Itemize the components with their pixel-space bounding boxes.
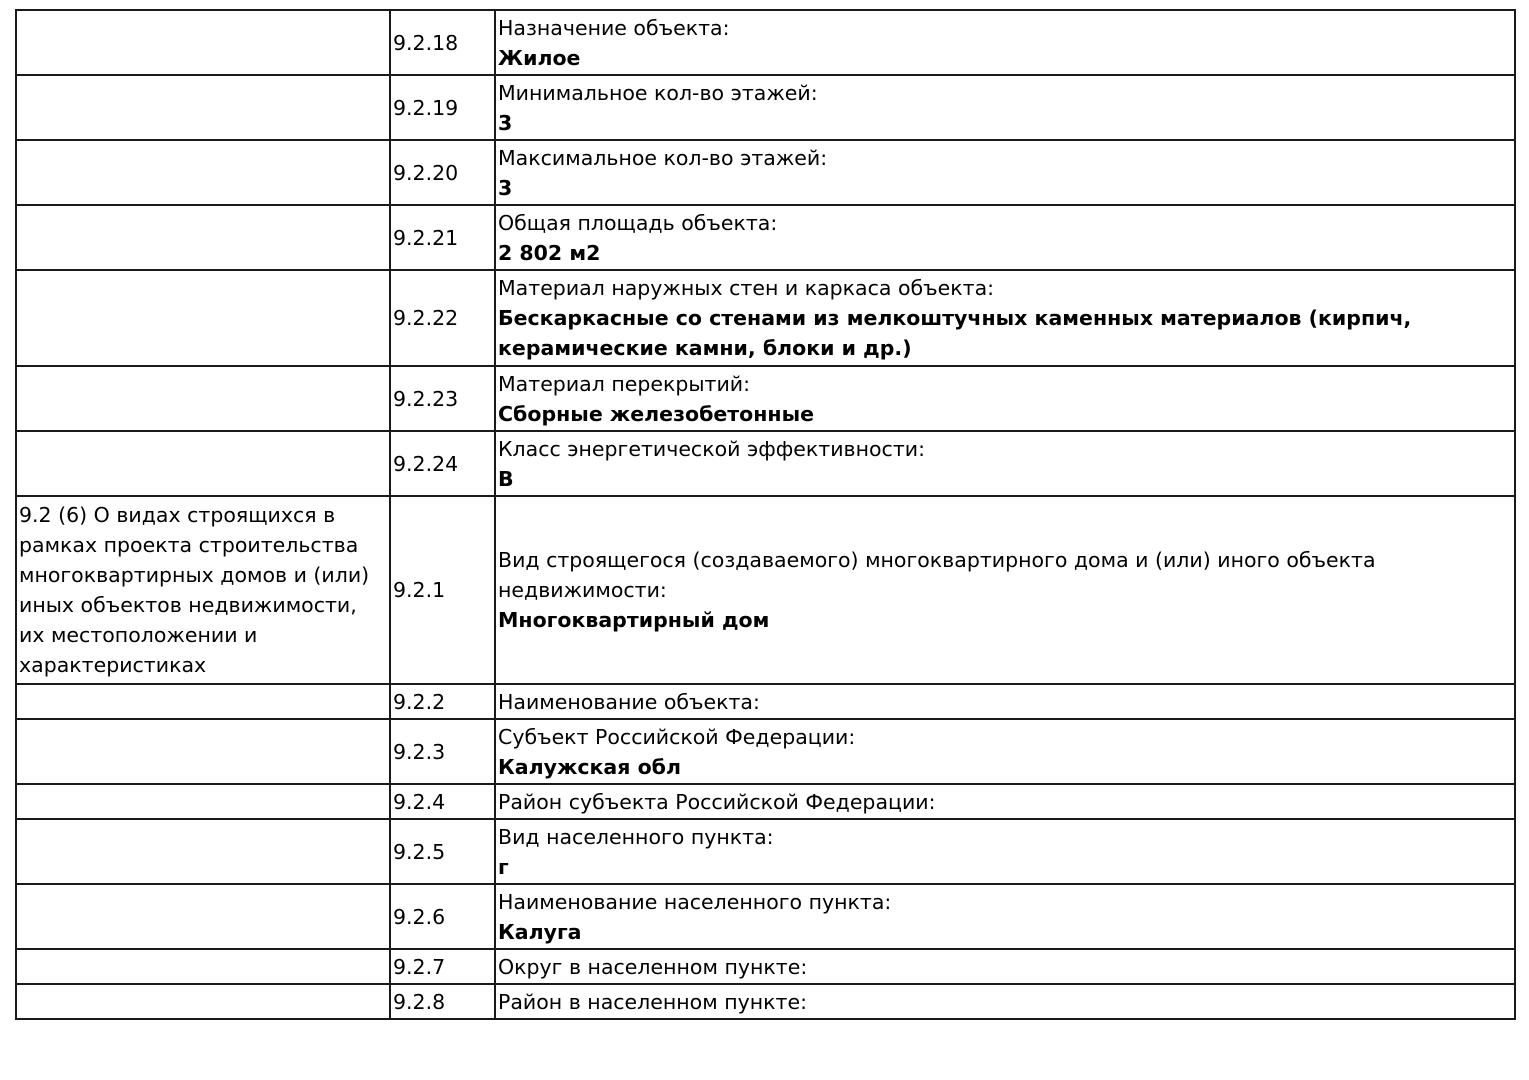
table-row bbox=[16, 496, 1515, 684]
table-row bbox=[16, 949, 1515, 984]
table-row bbox=[16, 366, 1515, 431]
code-cell bbox=[390, 10, 495, 75]
item-code: 9.2.18 bbox=[393, 30, 459, 55]
field-label: Район в населенном пункте: bbox=[498, 989, 807, 1014]
field-label: Вид строящегося (создаваемого) многоквартирного дома и (или) иного объекта недвижимости: bbox=[498, 548, 1376, 602]
field-label: Материал наружных стен и каркаса объекта: bbox=[498, 276, 995, 300]
item-code: 9.2.22 bbox=[393, 306, 459, 330]
field-label: Минимальное кол-во этажей: bbox=[498, 80, 818, 105]
item-code: 9.2.1 bbox=[393, 578, 446, 602]
field-value: 2 802 м2 bbox=[498, 240, 601, 265]
field-cell bbox=[495, 719, 1515, 784]
table-row bbox=[16, 884, 1515, 949]
field-cell bbox=[495, 819, 1515, 884]
field-value: В bbox=[498, 466, 514, 491]
code-cell bbox=[390, 75, 495, 140]
code-cell bbox=[390, 949, 495, 984]
field-label: Максимальное кол-во этажей: bbox=[498, 145, 828, 170]
code-cell bbox=[390, 984, 495, 1019]
section-cell bbox=[16, 684, 390, 719]
field-value: Калужская обл bbox=[498, 754, 681, 779]
field-cell bbox=[495, 270, 1515, 366]
project-declaration-table bbox=[15, 9, 1516, 1020]
field-cell bbox=[495, 366, 1515, 431]
field-label: Общая площадь объекта: bbox=[498, 210, 778, 235]
code-cell bbox=[390, 270, 495, 366]
item-code: 9.2.4 bbox=[393, 789, 446, 814]
section-cell bbox=[16, 719, 390, 784]
table-row bbox=[16, 784, 1515, 819]
section-cell bbox=[16, 75, 390, 140]
item-code: 9.2.24 bbox=[393, 451, 459, 476]
table-row bbox=[16, 984, 1515, 1019]
field-value: Многоквартирный дом bbox=[498, 608, 770, 632]
field-cell bbox=[495, 984, 1515, 1019]
item-code: 9.2.23 bbox=[393, 386, 459, 411]
field-value: 3 bbox=[498, 110, 513, 135]
table-row bbox=[16, 719, 1515, 784]
item-code: 9.2.3 bbox=[393, 739, 446, 764]
item-code: 9.2.2 bbox=[393, 689, 446, 714]
section-cell bbox=[16, 949, 390, 984]
field-cell bbox=[495, 884, 1515, 949]
section-title: 9.2 (6) О видах строящихся в рамках проекта строительства многоквартирных домов и (или) иных объектов недвижимости, их местоположении и характеристиках bbox=[19, 503, 370, 677]
item-code: 9.2.5 bbox=[393, 839, 446, 864]
section-cell bbox=[16, 984, 390, 1019]
field-label: Наименование объекта: bbox=[498, 689, 760, 714]
field-value: Сборные железобетонные bbox=[498, 401, 815, 426]
field-cell bbox=[495, 140, 1515, 205]
field-value: 3 bbox=[498, 175, 513, 200]
field-label: Наименование населенного пункта: bbox=[498, 889, 892, 914]
code-cell bbox=[390, 884, 495, 949]
field-cell bbox=[495, 431, 1515, 496]
item-code: 9.2.20 bbox=[393, 160, 459, 185]
field-value: Жилое bbox=[498, 45, 581, 70]
section-cell bbox=[16, 431, 390, 496]
section-cell bbox=[16, 496, 390, 684]
table-row bbox=[16, 75, 1515, 140]
field-label: Материал перекрытий: bbox=[498, 371, 751, 396]
table-row bbox=[16, 431, 1515, 496]
field-label: Округ в населенном пункте: bbox=[498, 954, 808, 979]
field-cell bbox=[495, 496, 1515, 684]
field-cell bbox=[495, 10, 1515, 75]
code-cell bbox=[390, 366, 495, 431]
section-cell bbox=[16, 784, 390, 819]
code-cell bbox=[390, 431, 495, 496]
field-label: Субъект Российской Федерации: bbox=[498, 724, 856, 749]
code-cell bbox=[390, 205, 495, 270]
code-cell bbox=[390, 140, 495, 205]
table-row bbox=[16, 819, 1515, 884]
section-cell bbox=[16, 205, 390, 270]
item-code: 9.2.7 bbox=[393, 954, 446, 979]
item-code: 9.2.8 bbox=[393, 989, 446, 1014]
field-label: Район субъекта Российской Федерации: bbox=[498, 789, 936, 814]
section-cell bbox=[16, 270, 390, 366]
table-row bbox=[16, 140, 1515, 205]
field-cell bbox=[495, 205, 1515, 270]
table-row bbox=[16, 684, 1515, 719]
code-cell bbox=[390, 496, 495, 684]
code-cell bbox=[390, 784, 495, 819]
table-row bbox=[16, 10, 1515, 75]
field-cell bbox=[495, 949, 1515, 984]
field-value: г bbox=[498, 854, 509, 879]
section-cell bbox=[16, 884, 390, 949]
code-cell bbox=[390, 719, 495, 784]
table-row bbox=[16, 205, 1515, 270]
field-label: Назначение объекта: bbox=[498, 15, 730, 40]
section-cell bbox=[16, 140, 390, 205]
item-code: 9.2.6 bbox=[393, 904, 446, 929]
code-cell bbox=[390, 819, 495, 884]
field-cell bbox=[495, 684, 1515, 719]
code-cell bbox=[390, 684, 495, 719]
section-cell bbox=[16, 10, 390, 75]
section-cell bbox=[16, 366, 390, 431]
field-cell bbox=[495, 75, 1515, 140]
field-value: Бескаркасные со стенами из мелкоштучных каменных материалов (кирпич, керамические камни, блоки и др.) bbox=[498, 306, 1412, 360]
table-row bbox=[16, 270, 1515, 366]
item-code: 9.2.21 bbox=[393, 225, 459, 250]
field-value: Калуга bbox=[498, 919, 582, 944]
field-label: Класс энергетической эффективности: bbox=[498, 436, 925, 461]
item-code: 9.2.19 bbox=[393, 95, 459, 120]
section-cell bbox=[16, 819, 390, 884]
field-label: Вид населенного пункта: bbox=[498, 824, 774, 849]
field-cell bbox=[495, 784, 1515, 819]
